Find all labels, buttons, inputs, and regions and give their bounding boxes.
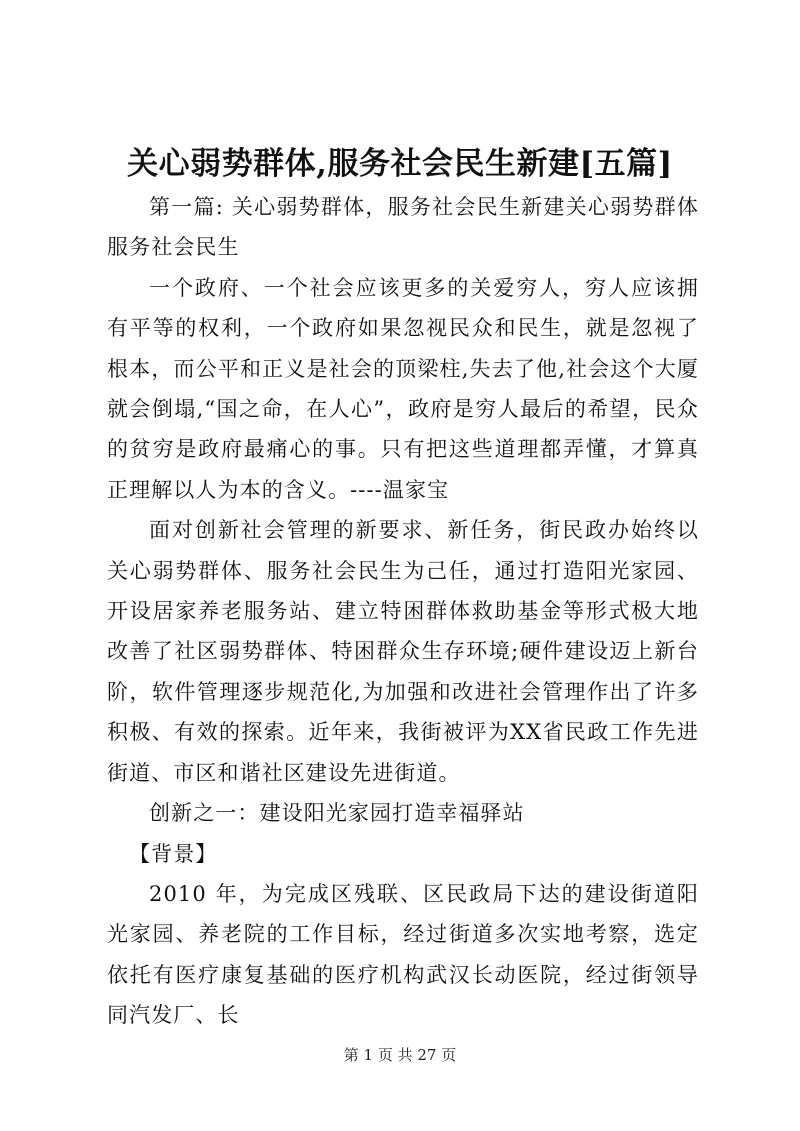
paragraph: 面对创新社会管理的新要求、新任务，街民政办始终以关心弱势群体、服务社会民生为己任，通过打造阳光家园、开设居家养老服务站、建立特困群体救助基金等形式极大地改善了社区弱势群体、特困群众生存环境;硬件建设迈上新台阶，软件管理逐步规范化,为加强和改进社会管理作出了许多积极、有效的探索。近年来，我街被评为XX省民政工作先进街道、市区和谐社区建设先进街道。 (107, 518, 699, 785)
section-heading: 创新之一：建设阳光家园打造幸福驿站 (149, 801, 525, 826)
background-label: 【背景】 (129, 841, 218, 866)
paragraph: 一个政府、一个社会应该更多的关爱穷人，穷人应该拥有平等的权利，一个政府如果忽视民众和民生，就是忽视了根本，而公平和正义是社会的顶梁柱,失去了他,社会这个大厦就会倒塌,“国之命，在人心”，政府是穷人最后的希望，民众的贫穷是政府最痛心的事。只有把这些道理都弄懂，才算真正理解以人为本的含义。----温家宝 (107, 275, 699, 502)
document-title: 关心弱势群体,服务社会民生新建[五篇] (127, 146, 673, 182)
page-number-footer: 第 1 页 共 27 页 (343, 1046, 457, 1064)
paragraph-heading: 第一篇: 关心弱势群体，服务社会民生新建关心弱势群体服务社会民生 (107, 195, 699, 260)
paragraph: 2010 年，为完成区残联、区民政局下达的建设街道阳光家园、养老院的工作目标，经过街道多次实地考察，选定依托有医疗康复基础的医疗机构武汉长动医院，经过街领导同汽发厂、长 (107, 881, 699, 1028)
document-body (107, 187, 699, 1036)
